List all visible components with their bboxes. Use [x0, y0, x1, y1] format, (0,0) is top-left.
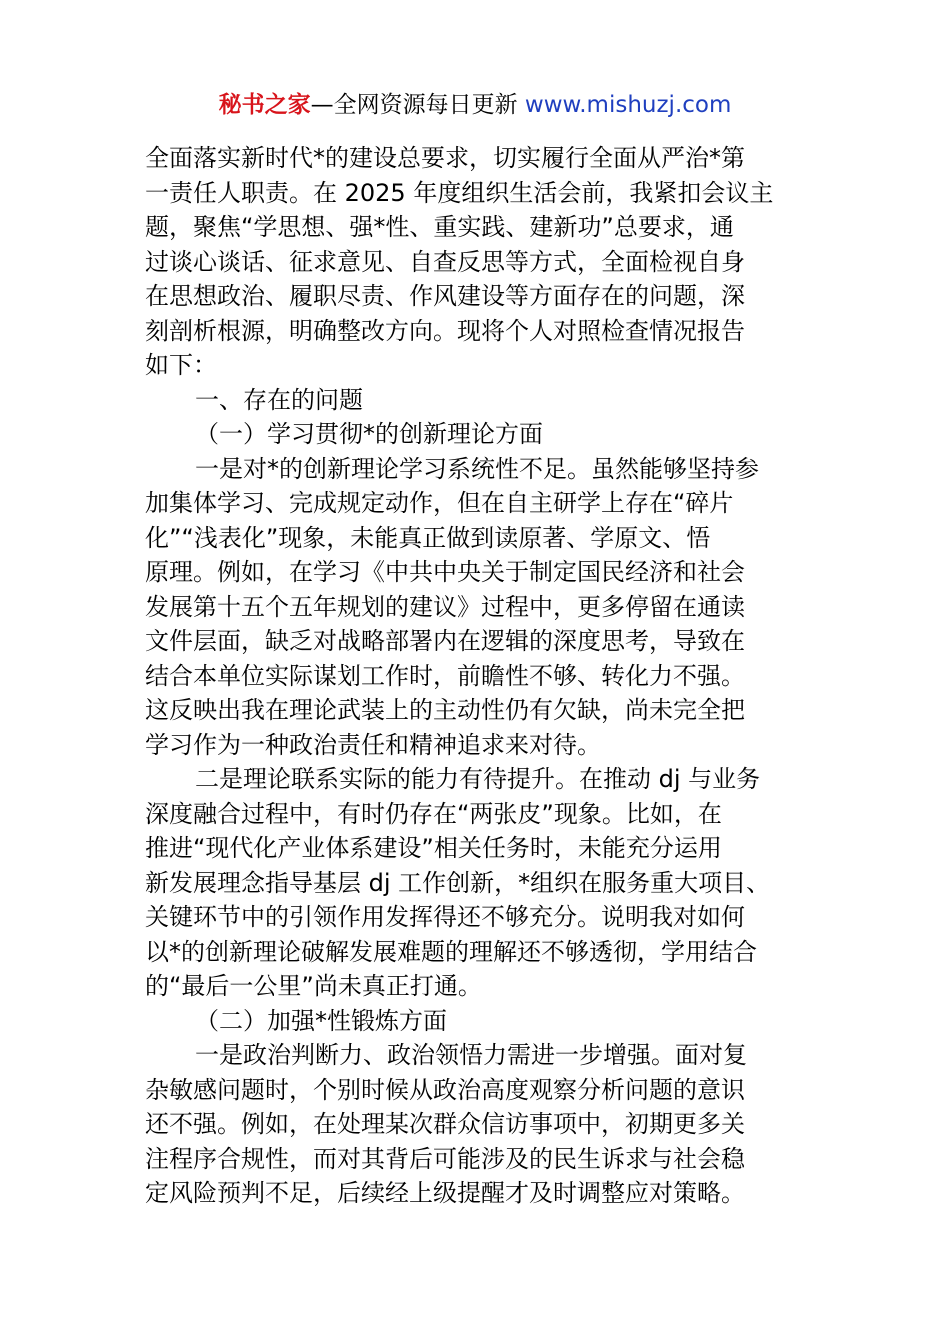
text-line: 一、存在的问题 — [195, 385, 363, 414]
text-line: 深度融合过程中，有时仍存在“两张皮”现象。比如，在 — [145, 799, 722, 828]
text-line: 推进“现代化产业体系建设”相关任务时，未能充分运用 — [145, 834, 722, 862]
text-line: 刻剖析根源，明确整改方向。现将个人对照检查情况报告 — [145, 316, 745, 345]
text-line: 一是对*的创新理论学习系统性不足。虽然能够坚持参 — [195, 454, 759, 483]
text-line: 加集体学习、完成规定动作，但在自主研学上存在“碎片 — [145, 489, 734, 517]
document-body — [145, 141, 805, 1211]
text-line: 原理。例如，在学习《中共中央关于制定国民经济和社会 — [145, 558, 745, 586]
header-tagline: —全网资源每日更新 — [310, 92, 525, 118]
text-line: 这反映出我在理论武装上的主动性仍有欠缺，尚未完全把 — [145, 696, 745, 724]
site-header — [0, 88, 950, 122]
text-line: 如下： — [145, 351, 217, 379]
text-line: 文件层面，缺乏对战略部署内在逻辑的深度思考，导致在 — [145, 627, 745, 655]
text-line: 以*的创新理论破解发展难题的理解还不够透彻，学用结合 — [145, 937, 757, 966]
text-line: 定风险预判不足，后续经上级提醒才及时调整应对策略。 — [145, 1179, 745, 1207]
text-line: 发展第十五个五年规划的建议》过程中，更多停留在通读 — [145, 592, 745, 621]
text-line: 注程序合规性，而对其背后可能涉及的民生诉求与社会稳 — [145, 1144, 745, 1173]
text-line: 新发展理念指导基层 dj 工作创新，*组织在服务重大项目、 — [145, 868, 771, 897]
text-line: 结合本单位实际谋划工作时，前瞻性不够、转化力不强。 — [145, 661, 745, 690]
text-line: 的“最后一公里”尚未真正打通。 — [145, 972, 482, 1000]
text-line: （一）学习贯彻*的创新理论方面 — [195, 420, 543, 448]
text-line: 过谈心谈话、征求意见、自查反思等方式，全面检视自身 — [145, 247, 745, 276]
text-line: 化”“浅表化”现象，未能真正做到读原著、学原文、悟 — [145, 523, 711, 552]
text-line: 题，聚焦“学思想、强*性、重实践、建新功”总要求，通 — [145, 213, 734, 241]
text-line: 关键环节中的引领作用发挥得还不够充分。说明我对如何 — [145, 903, 745, 931]
text-line: 一责任人职责。在 2025 年度组织生活会前，我紧扣会议主 — [145, 178, 774, 207]
text-line: 在思想政治、履职尽责、作风建设等方面存在的问题，深 — [145, 282, 745, 310]
text-line: 学习作为一种政治责任和精神追求来对待。 — [145, 730, 601, 759]
brand-name: 秘书之家 — [218, 92, 311, 118]
site-url-link[interactable]: www.mishuzj.com — [524, 92, 732, 118]
text-line: 杂敏感问题时，个别时候从政治高度观察分析问题的意识 — [145, 1075, 745, 1104]
text-line: （二）加强*性锻炼方面 — [195, 1006, 447, 1035]
text-line: 还不强。例如，在处理某次群众信访事项中，初期更多关 — [145, 1110, 745, 1138]
text-line: 二是理论联系实际的能力有待提升。在推动 dj 与业务 — [195, 765, 761, 793]
text-line: 一是政治判断力、政治领悟力需进一步增强。面对复 — [195, 1041, 747, 1069]
text-line: 全面落实新时代*的建设总要求，切实履行全面从严治*第 — [145, 144, 745, 172]
